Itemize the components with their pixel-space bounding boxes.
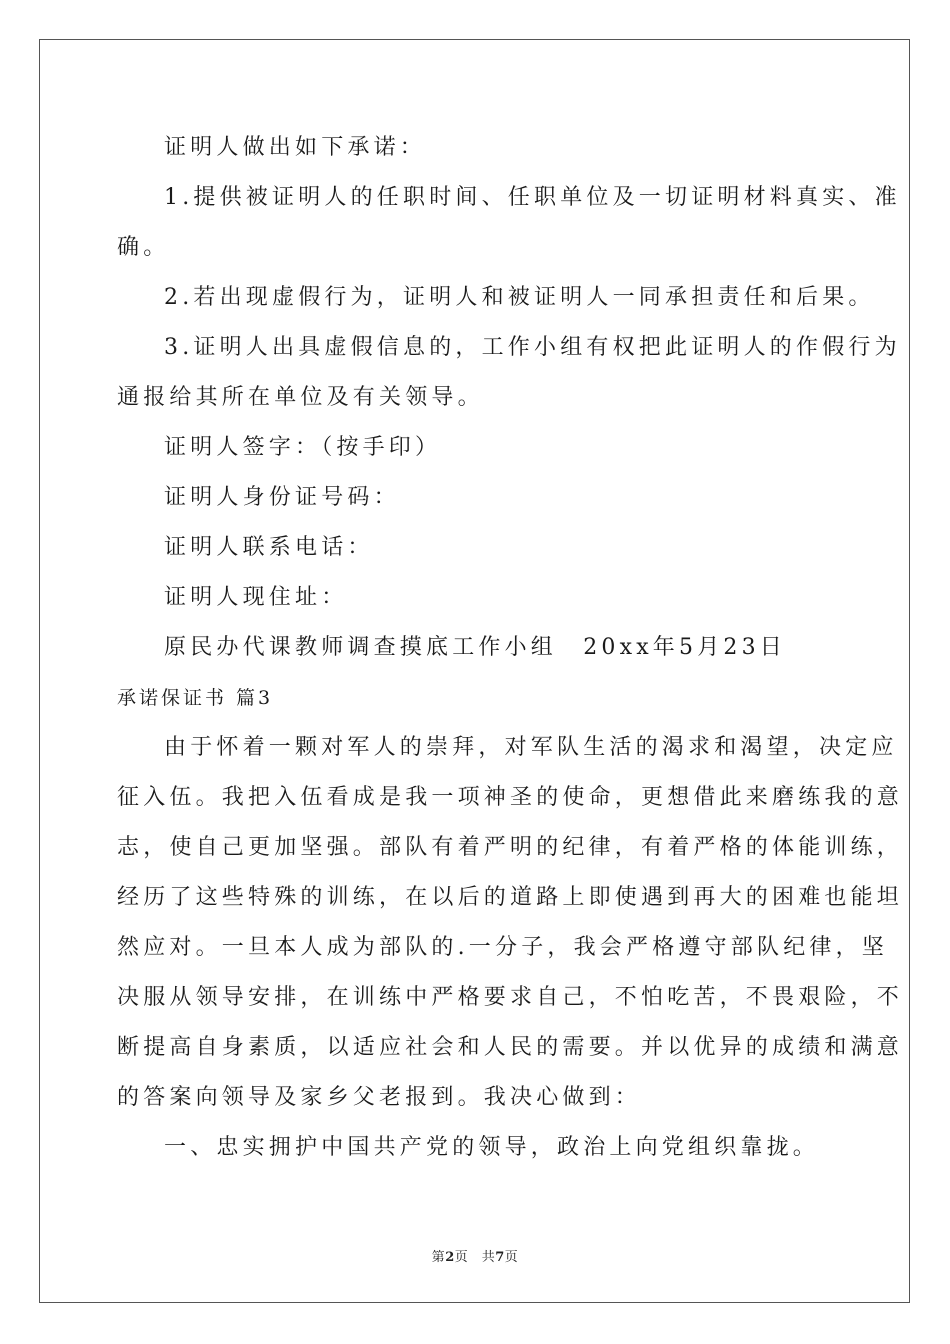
issuer-date-line: 原民办代课教师调查摸底工作小组 20xx年5月23日 <box>164 635 787 660</box>
commitment-item-3-cont: 通报给其所在单位及有关领导。 <box>117 385 484 410</box>
commitment-item-3: 3.证明人出具虚假信息的，工作小组有权把此证明人的作假行为 <box>164 335 901 360</box>
footer-suffix: 页 <box>504 1250 519 1265</box>
footer-prefix: 第 <box>431 1250 446 1265</box>
commitment-item-1-cont: 确。 <box>117 235 170 260</box>
commitment-intro: 证明人做出如下承诺： <box>164 135 427 160</box>
commitment-item-2: 2.若出现虚假行为，证明人和被证明人一同承担责任和后果。 <box>164 285 875 310</box>
paragraph-line: 决服从领导安排，在训练中严格要求自己，不怕吃苦，不畏艰险，不 <box>117 985 904 1010</box>
phone-field: 证明人联系电话： <box>164 535 374 560</box>
paragraph-line: 断提高自身素质，以适应社会和人民的需要。并以优异的成绩和满意 <box>117 1035 904 1060</box>
section-heading: 承诺保证书 篇3 <box>117 687 274 709</box>
paragraph-line: 志，使自己更加坚强。部队有着严明的纪律，有着严格的体能训练， <box>117 835 904 860</box>
page-border <box>39 39 910 1303</box>
paragraph-line: 的答案向领导及家乡父老报到。我决心做到： <box>117 1085 642 1110</box>
commitment-item-1: 1.提供被证明人的任职时间、任职单位及一切证明材料真实、准 <box>164 185 901 210</box>
paragraph-line: 由于怀着一颗对军人的崇拜，对军队生活的渴求和渴望，决定应 <box>164 735 898 760</box>
page-footer <box>0 1246 950 1265</box>
paragraph-line: 经历了这些特殊的训练，在以后的道路上即使遇到再大的困难也能坦 <box>117 885 904 910</box>
footer-middle: 页 共 <box>454 1250 496 1265</box>
address-field: 证明人现住址： <box>164 585 348 610</box>
total-page-count: 7 <box>495 1250 505 1265</box>
signature-field: 证明人签字：（按手印） <box>164 435 442 460</box>
id-number-field: 证明人身份证号码： <box>164 485 400 510</box>
pledge-item-1: 一、忠实拥护中国共产党的领导，政治上向党组织靠拢。 <box>164 1135 820 1160</box>
paragraph-line: 然应对。一旦本人成为部队的.一分子，我会严格遵守部队纪律，坚 <box>117 935 888 960</box>
current-page-number: 2 <box>445 1250 455 1265</box>
paragraph-line: 征入伍。我把入伍看成是我一项神圣的使命，更想借此来磨练我的意 <box>117 785 904 810</box>
